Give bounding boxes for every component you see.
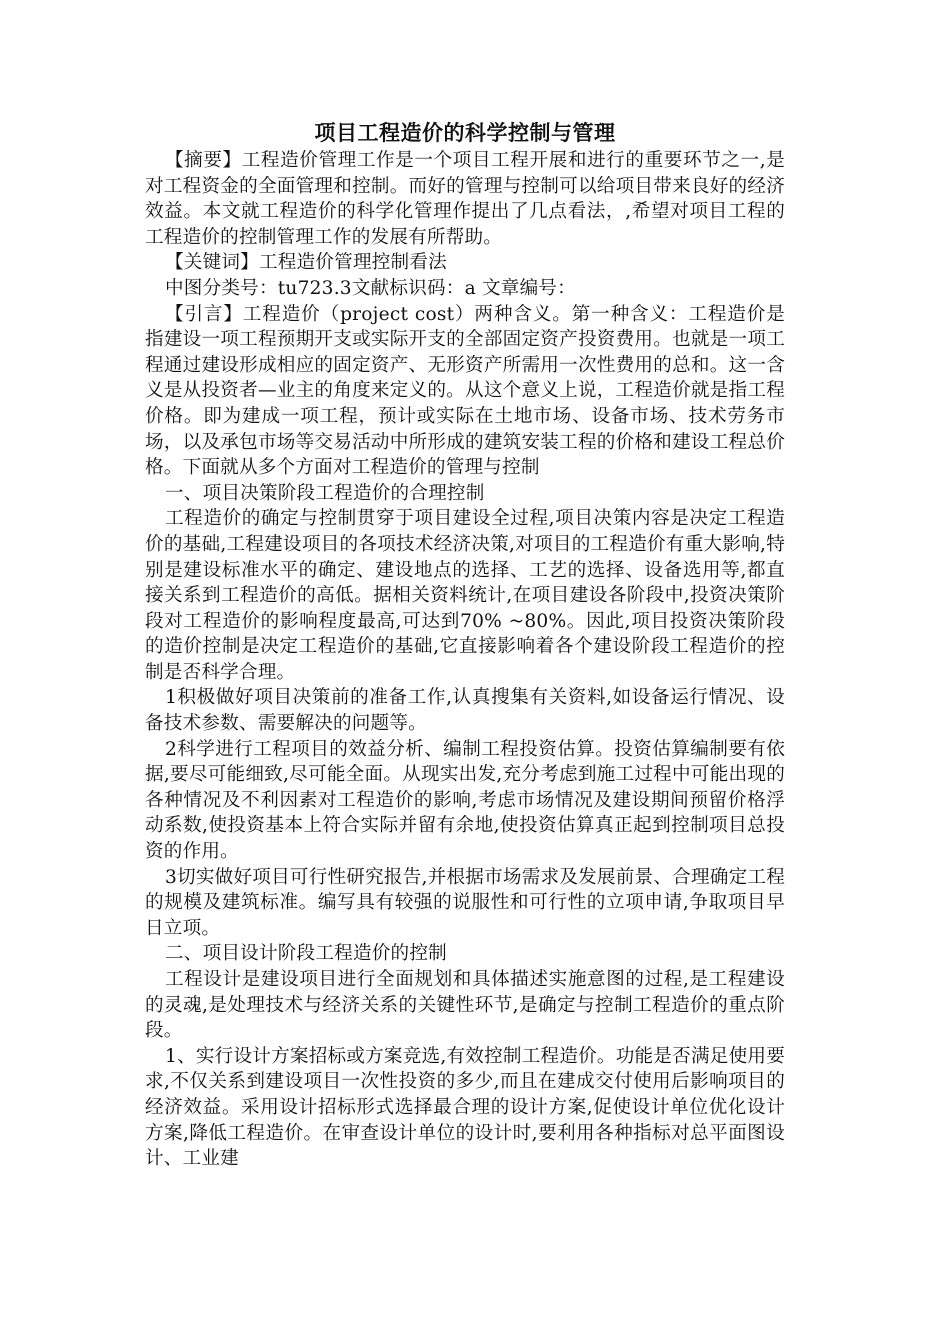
document-title: 项目工程造价的科学控制与管理 xyxy=(314,120,616,145)
body-paragraph: 工程设计是建设项目进行全面规划和具体描述实施意图的过程,是工程建设的灵魂,是处理技术与经济关系的关键性环节,是确定与控制工程造价的重点阶段。 xyxy=(145,969,785,1042)
list-item-2: 2科学进行工程项目的效益分析、编制工程投资估算。投资估算编制要有依据,要尽可能细致,尽可能全面。从现实出发,充分考虑到施工过程中可能出现的各种情况及不利因素对工程造价的影响,考虑市场情况及建设期间预留价格浮动系数,使投资基本上符合实际并留有余地,使投资估算真正起到控制项目总投资的作用。 xyxy=(145,738,785,863)
introduction-paragraph: 【引言】工程造价（project cost）两种含义。第一种含义：工程造价是指建设一项工程预期开支或实际开支的全部固定资产投资费用。也就是一项工程通过建设形成相应的固定资产、无形资产所需用一次性费用的总和。这一含义是从投资者—业主的角度来定义的。从这个意义上说，工程造价就是指工程价格。即为建成一项工程，预计或实际在土地市场、设备市场、技术劳务市场，以及承包市场等交易活动中所形成的建筑安装工程的价格和建设工程总价格。下面就从多个方面对工程造价的管理与控制 xyxy=(145,303,785,479)
list-item-3: 3切实做好项目可行性研究报告,并根据市场需求及发展前景、合理确定工程的规模及建筑标准。编写具有较强的说服性和可行性的立项申请,争取项目早日立项。 xyxy=(145,866,785,939)
body-paragraph: 工程造价的确定与控制贯穿于项目建设全过程,项目决策内容是决定工程造价的基础,工程建设项目的各项技术经济决策,对项目的工程造价有重大影响,特别是建设标准水平的确定、建设地点的选择、工艺的选择、设备选用等,都直接关系到工程造价的高低。据相关资料统计,在项目建设各阶段中,投资决策阶段对工程造价的影响程度最高,可达到70% ~80%。因此,项目投资决策阶段的造价控制是决定工程造价的基础,它直接影响着各个建设阶段工程造价的控制是否科学合理。 xyxy=(145,508,785,683)
list-item-1: 1积极做好项目决策前的准备工作,认真搜集有关资料,如设备运行情况、设备技术参数、需要解决的问题等。 xyxy=(145,687,785,735)
section-heading-1: 一、项目决策阶段工程造价的合理控制 xyxy=(165,482,485,504)
keywords-paragraph: 【关键词】工程造价管理控制看法 xyxy=(165,252,447,274)
abstract-paragraph: 【摘要】工程造价管理工作是一个项目工程开展和进行的重要环节之一,是对工程资金的全面管理和控制。而好的管理与控制可以给项目带来良好的经济效益。本文就工程造价的科学化管理作提出了几点看法，,希望对项目工程的工程造价的控制管理工作的发展有所帮助。 xyxy=(145,150,785,248)
list-item-design-1: 1、实行设计方案招标或方案竞选,有效控制工程造价。功能是否满足使用要求,不仅关系到建设项目一次性投资的多少,而且在建成交付使用后影响项目的经济效益。采用设计招标形式选择最合理的设计方案,促使设计单位优化设计方案,降低工程造价。在审查设计单位的设计时,要利用各种指标对总平面图设计、工业建 xyxy=(145,1045,785,1170)
classification-paragraph: 中图分类号：tu723.3文献标识码：a 文章编号： xyxy=(165,277,576,299)
document-body xyxy=(145,118,785,1172)
section-heading-2: 二、项目设计阶段工程造价的控制 xyxy=(165,943,447,965)
